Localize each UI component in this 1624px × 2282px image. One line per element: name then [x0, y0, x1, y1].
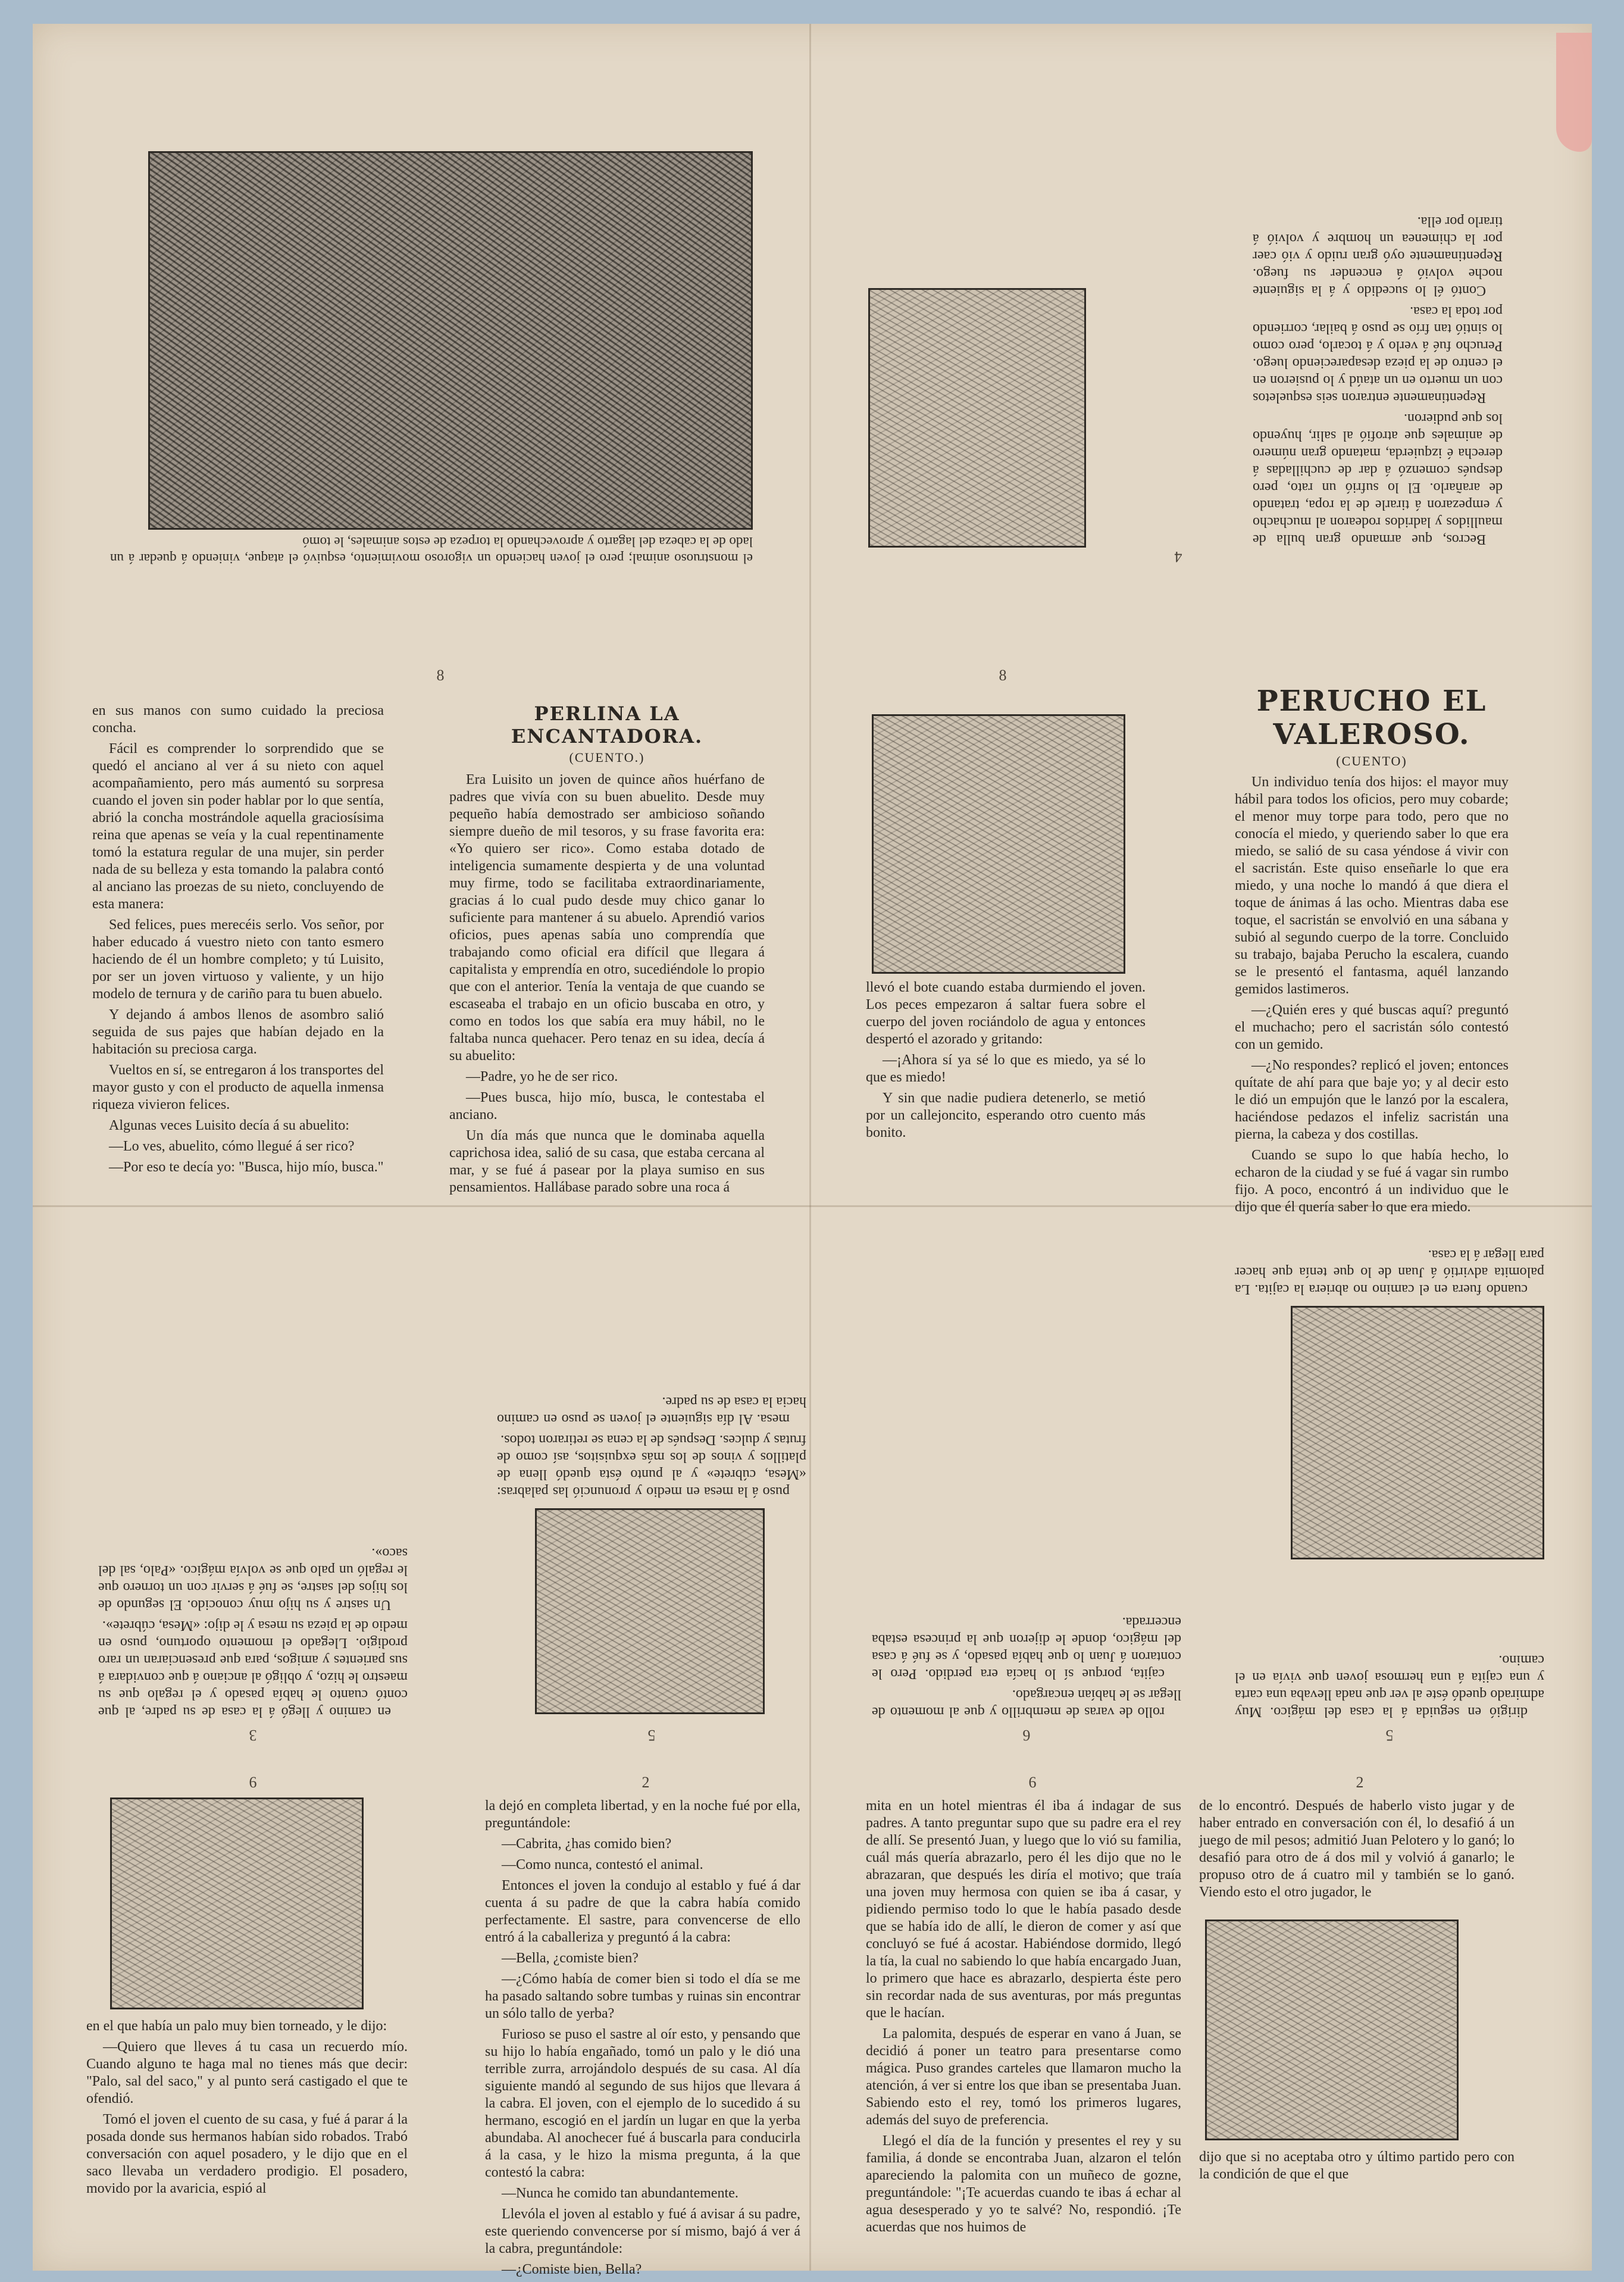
panel-top-left — [86, 60, 783, 571]
crocodile-woodcut — [148, 151, 753, 530]
bedroom-woodcut — [872, 714, 1125, 974]
page-number: 6 — [249, 1774, 257, 1791]
page-number: 6 — [1028, 1774, 1037, 1791]
perlina-ending: en sus manos con sumo cuidado la preciosa concha. Fácil es comprender lo sorprendido que se quedó el anciano al ver á su nieto con aquel acompañamiento, pero más aumentó su sorpresa cuando el joven sin poder hablar por lo que sentía, abrió la concha mostrándole aquella graciosísima reina que apenas se veía y la cual repentinamente tomó la estatura regular de una mujer, sin perder nada de su belleza y esta tomando la palabra contó al anciano las proezas de su nieto, concluyendo de esta manera: Sed felices, pues merecéis serlo. Vos señor, por haber educado á vuestro nieto con tanto esmero haciendo de él un hombre completo; y tú Luisito, por ser un joven virtuoso y valiente, y un hijo modelo de ternura y de cariño para tu buen abuelo. Y dejando á ambos llenos de asombro salió seguida de sus pajes que habían dejado en la habitación su preciosa carga. Vueltos en sí, se entregaron á los transportes del mayor gusto y con el producto de aquella inmensa riqueza vivieron felices. Algunas veces Luisito decía á su abuelito: —Lo ves, abuelito, cómo llegué á ser rico? —Por eso te decía yo: "Busca, hijo mío, busca." — [92, 703, 384, 1175]
broadsheet — [33, 24, 1592, 2277]
panel-bot-2: 2 la dejó en completa libertad, y en la noche fué por ella, preguntándole: —Cabrita, ¿has comido bien? —Como nunca, contestó el animal. Entonces el joven la condujo al establo y fué á dar cuenta á su padre de que la cabra había comido perfectamente. El sastre, para convencerse de ello entró á la caballeriza y preguntó á la cabra: —Bella, ¿comiste bien? —¿Cómo había de comer bien si todo el día se me ha pasado saltando sobre tumbas y ruinas sin encontrar un sólo tallo de yerba? Furioso se puso el sastre al oír esto, y pensando que su hijo lo había engañado, tomó un palo y le dió una terrible zurra, arrojándolo después de su casa. Al día siguiente mandó al segundo de sus hijos que llevara á la cabra. El joven, con el ejemplo de lo sucedido á su hermano, escogió en el jardín un lugar en que la yerba abundaba. Al anochecer fué á buscarla para conducirla á la casa, y le hizo la misma pregunta, á la que contestó la cabra: —Nunca he comido tan abundantemente. Llevóla el joven al establo y fué á avisar á su padre, este queriendo convencerse por sí mismo, bajó á ver á la cabra, preguntándole: —¿Comiste bien, Bella? — [479, 1768, 812, 2262]
panel-r3-4: 5 dirigió en seguida á la casa del mágico. Muy admirado quedó éste al ver que nada llevaba una carta y una cajita á una hermosa joven que vivía en el camino. cuando fuera en el camino no abriera la cajita. La palomita advirtió á Juan de lo que tenía que hacer para llegar á la casa. — [1223, 1238, 1556, 1750]
panel-bot-3: 6 mita en un hotel mientras él iba á indagar de sus padres. A tanto preguntar supo que su padre era el rey de allí. Se presentó Juan, y luego que lo vió su familia, cuál más quería abrazarlo, pero él les dijo que no le abrazaran, que después les diría el motivo; que traía una joven muy hermosa con quien se iba á casar, y pidiendo permiso todo lo que le había pasado desde que se había ido de allí, le dieron de comer y así que concluyó se fué á acostar. Habiéndose dormido, llegó la tía, la cual no sabiendo lo que había encargado Juan, lo primero que hace es abrazarlo, despierta éste pero sin recordar nada de sus aventuras, por más preguntas que le hacían. La palomita, después de esperar en vano á Juan, se decidió á poner un teatro para presentarse como mágica. Puso grandes carteles que llamaron mucho la atención, á ver si entre los que iban se presentaba Juan. Sabiendo esto el rey, tomó los primeros lugares, además del suyo de preferencia. Llegó el día de la función y presentes el rey y su familia, á donde se encontraba Juan, alzaron el telón apareciendo la palomita con un muñeco de gozne, preguntándole: "¡Te acuerdas cuando te ibas á echar al agua desesperado y yo te salvé? No, respondió. ¡Te acuerdas que nos huimos de — [866, 1768, 1199, 2262]
ghost-bed-woodcut — [868, 288, 1086, 548]
ball-players-woodcut — [1205, 1920, 1459, 2140]
panel-mid-right — [866, 661, 1562, 1215]
tree-woodcut — [1291, 1306, 1544, 1559]
panel-bot-1: 6 en el que había un palo muy bien torneado, y le dijo: —Quiero que lleves á tu casa un recuerdo mío. Cuando alguno te haga mal no tienes más que decir: "Palo, sal del saco," y al punto será castigado el que te ofendió. Tomó el joven el cuento de su casa, y fué á parar á la posada donde sus hermanos habían sido robados. Trabó conversación con aquel posadero, y le dijo que en el saco llevaba un verdadero prodigio. El posadero, movido por la avaricia, espió al — [86, 1768, 420, 2262]
panel-top-right — [830, 60, 1526, 571]
story-title: PERLINA LA ENCANTADORA. — [511, 702, 703, 748]
page-number: 2 — [642, 1774, 650, 1791]
page-number: 4 — [1174, 548, 1182, 565]
miedo-ending: llevó el bote cuando estaba durmiendo el joven. Los peces empezaron á saltar fuera sobre el cuerpo del joven rociándolo de agua y entonces despertó el azorado y gritando: —¡Ahora sí ya sé lo que es miedo, ya sé lo que es miedo! Y sin que nadie pudiera detenerlo, se metió por un callejoncito, esperando otro cuento más bonito. — [866, 980, 1146, 1140]
perucho-story: PERUCHO EL VALEROSO. (CUENTO) Un individuo tenía dos hijos: el mayor muy hábil para todos los oficios, pero muy cobarde; el menor muy torpe para todo, pero que no conocía el miedo, y queriendo saber lo que era miedo, se salió de su casa yéndose á vivir con el sacristán. Este quiso enseñarle lo que era miedo, y una noche lo mandó á que diera el toque de ánimas á las ocho. Mientras daba ese toque, el sacristán se envolvió en una sábana y subió al segundo cuerpo de la torre. Concluido su trabajo, bajaba Perucho la escalera, cuando se le presentó el fantasma, aquél lanzando gemidos lastimeros. —¿Quién eres y qué buscas aquí? preguntó el muchacho; pero el sacristán sólo contestó con un gemido. —¿No respondes? replicó el joven; entonces quítate de ahí para que baje yo; y al decir esto le dió un empujón que le lanzó por la escalera, haciéndose pedazos el infeliz sacristán una pierna, la cabeza y dos costillas. Cuando se supo lo que había hecho, lo echaron de la ciudad y se fué á vagar sin rumbo fijo. A poco, encontró á un individuo que le dijo que él quería saber lo que era miedo. — [1235, 684, 1509, 1215]
panel-r3-2: 5 puso á la mesa en medio y pronunció las palabras: «Mesa, cúbrete» y al punto ésta quedó llena de platillos y vinos de los más exquisitos, así como de frutas y dulces. Después de la cena se retiraron todos. mesa. Al día siguiente el joven se puso en camino hacia la casa de su padre. — [485, 1238, 818, 1750]
two-men-woodcut — [110, 1798, 364, 2009]
perlina-story: PERLINA LA ENCANTADORA. (CUENTO.) Era Luisito un joven de quince años huérfano de padres que vivía con su buen abuelito. Desde muy pequeño había demostrado ser ambicioso soñando siempre dueño de mil tesoros, y su frase favorita era: «Yo quiero ser rico». Como estaba dotado de inteligencia sumamente despierta y de una voluntad muy firme, todo se facilitaba extraordinariamente, gracias á lo cual pudo desde muy chico ganar lo suficiente para mantener á su abuelo. Aprendió varios oficios, pues apenas sabía uno comprendía que trabajando como oficial era difícil que llegara á capitalista y emprendía en otro, sucediéndole lo propio que con el anterior. Tenía la ventaja de que cuando se escaseaba el trabajo en un oficio buscaba en otro, y como en todos los que sabía era muy hábil, no le faltaba nunca quehacer. Pero tenaz en su idea, decía á su abuelito: —Padre, yo he de ser rico. —Pues busca, hijo mío, busca, le contestaba el anciano. Un día más que nunca que le dominaba aquella caprichosa idea, salió de su casa, que estaba cercana al mar, y se fué á pasear por la playa sumiso en sus pensamientos. Hallábase parado sobre una roca á — [449, 702, 765, 1195]
panel-r3-3: 6 rollo de varas de membrillo y que al momento de llegar se le habían encargado. cajita, porque sí lo hacía era perdido. Pero le contaron á Juan lo que había pasado, y se fué á casa del mágico, donde le dijeron que la princesa estaba encerrada. — [860, 1238, 1193, 1750]
top-left-caption: el monstruoso animal; pero el joven haciendo un vigoroso movimiento, esquivó el ataque, viniendo á quedar á un lado de la cabeza del lagarto y aprovechando la torpeza de estos animales, le tomó — [110, 534, 753, 566]
table-woodcut — [535, 1508, 765, 1714]
page-number: 5 — [1385, 1727, 1394, 1744]
story-title: PERUCHO EL VALEROSO. — [1256, 684, 1487, 751]
page-number: 5 — [647, 1727, 656, 1744]
panel-mid-left — [92, 661, 788, 1195]
panel-r3-1: 3 en camino y llegó á la casa de su padre, al que contó cuanto le había pasado y el regalo que su maestro le hizo, y obligó al anciano á que convidara á sus parientes y amigos, para que presenciaran un raro prodigio. Llegado el momento oportuno, puso en medio de la pieza su mesa y le dijo: «Mesa, cúbrete». Un sastre y su hijo muy conocido. El segundo de los hijos del sastre, se fué á servir con un tornero que le regaló un palo que se volvía mágico. «Palo, sal del saco». — [86, 1238, 420, 1750]
top-right-text: Becros, que armando gran bulla de maullidos y ladridos rodearon al muchacho y empezaron á tirarle de la ropa, tratando de arañarlo. El lo sufrió un rato, pero después comenzó á dar de cuchilladas á derecha é izquierda, matando gran número de animales que atrofió al salir, huyendo los que pudieron. Repentinamente entraron seis esqueletos con un muerto en un ataúd y lo pusieron en el centro de la pieza desapareciendo luego. Perucho fué á verlo y á tocarlo, pero como lo sintió tan frío se puso á bailar, corriendo por toda la casa. Contó él lo sucedido y á la siguiente noche volvió á encender su fuego. Repentinamente oyó gran ruido y vió caer por la chimenea un hombre y volvió á tirarlo por ella. — [1253, 214, 1503, 547]
panel-bot-4: 2 de lo encontró. Después de haberlo visto jugar y de haber entrado en conversación con él, lo desafió á un juego de mil pesos; admitió Juan Pelotero y lo ganó; lo desafió para otro de á dos mil y volvió á ganarlo; le propuso otro de á cuatro mil y también se lo ganó. Viendo esto el otro jugador, le dijo que si no aceptaba otro y último partido pero con la condición de que el que — [1193, 1768, 1526, 2262]
story-subtitle: (CUENTO) — [1336, 754, 1407, 768]
story-subtitle: (CUENTO.) — [569, 750, 645, 765]
page-number: 8 — [999, 667, 1007, 684]
page-number: 2 — [1356, 1774, 1364, 1791]
page-number: 8 — [436, 667, 445, 684]
page-number: 6 — [1022, 1727, 1031, 1744]
red-stain — [1556, 33, 1592, 152]
page-number: 3 — [249, 1727, 257, 1744]
